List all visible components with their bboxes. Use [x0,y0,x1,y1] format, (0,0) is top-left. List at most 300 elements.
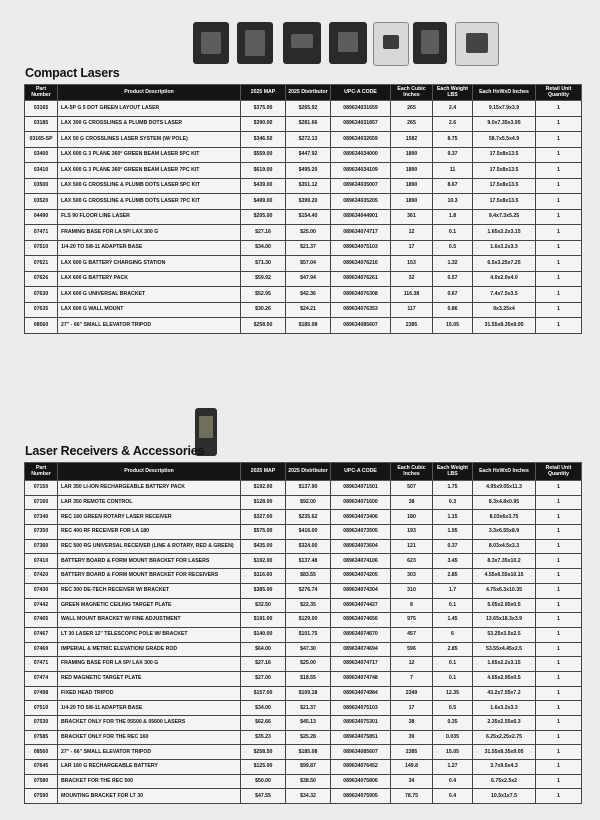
table-cell: $59.92 [241,271,286,287]
table-cell: 1 [536,760,582,775]
column-header: 2025 Distributor [286,85,331,101]
table-cell: 1 [536,225,582,241]
column-header: Part Number [25,463,58,481]
table-cell: 1 [536,730,582,745]
table-cell: 089634074427 [331,598,391,613]
table-cell: $99.87 [286,760,331,775]
table-cell: 1.65x2.2x3.15 [473,225,536,241]
table-cell: 13.65x18.3x3.9 [473,613,536,628]
table-cell: 78.75 [391,789,433,804]
table-cell: 07635 [25,302,58,318]
table-cell: 1 [536,774,582,789]
table-cell: 07530 [25,716,58,731]
table-row [25,686,582,701]
table-cell: 1 [536,686,582,701]
column-header: UPC-A CODE [331,85,391,101]
table-row [25,318,582,334]
table-cell: $265.92 [286,101,331,117]
table-cell: 03410 [25,163,58,179]
table-cell: $399.20 [286,194,331,210]
table-cell: 7.4x7.5x3.5 [473,287,536,303]
table-cell: 089634032659 [331,132,391,148]
table-cell: 58.7x5.5x4.9 [473,132,536,148]
table-cell: $499.00 [241,194,286,210]
table-cell: $47.55 [241,789,286,804]
table-cell: 1890 [391,178,433,194]
table-row [25,774,582,789]
table-cell: 3.3x6.55x8.9 [473,525,536,540]
table-cell: LAX 600 G UNIVERSAL BRACKET [58,287,241,303]
table-cell: $35.23 [241,730,286,745]
table-cell: LT 30 LASER 12" TELESCOPIC POLE W/ BRACKET [58,627,241,642]
table-cell: $83.55 [286,569,331,584]
table-cell: 121 [391,539,433,554]
table-cell: BATTERY BOARD & FORM MOUNT BRACKET FOR LASERS [58,554,241,569]
table-header-row [25,463,582,481]
table-cell: 1 [536,657,582,672]
table-row [25,302,582,318]
table-cell: 0.1 [433,671,473,686]
table-cell: 0.035 [433,730,473,745]
column-header: Each HxWxD Inches [473,85,536,101]
table-cell: 1 [536,147,582,163]
table-row [25,716,582,731]
laser-image-6 [413,22,447,64]
table-cell: 116.38 [391,287,433,303]
table-cell: 1 [536,209,582,225]
table-row [25,101,582,117]
table-cell: 1 [536,178,582,194]
table-cell: 08560 [25,745,58,760]
table-cell: LAX 600 G BATTERY CHARGING STATION [58,256,241,272]
table-cell: $346.50 [241,132,286,148]
table-row [25,132,582,148]
table-cell: FLS 90 FLOOR LINE LASER [58,209,241,225]
table-cell: 1 [536,598,582,613]
table-cell: 07410 [25,554,58,569]
table-row [25,760,582,775]
table-cell: 089634031659 [331,101,391,117]
table-cell: 975 [391,613,433,628]
table-cell: 31.55x8.35x9.05 [473,318,536,334]
table-cell: LAR 160 G RECHARGEABLE BATTERY [58,760,241,775]
table-cell: $324.00 [286,539,331,554]
table-cell: $62.66 [241,716,286,731]
table-cell: LAX 600 G 3 PLANE 360° GREEN BEAM LASER 5PC KIT [58,147,241,163]
table-cell: 1.8 [433,209,473,225]
table-cell: 31.55x8.35x9.05 [473,745,536,760]
table-cell: 04490 [25,209,58,225]
table-cell: BRACKET ONLY FOR THE REC 160 [58,730,241,745]
table-cell: $137.48 [286,554,331,569]
table-row [25,194,582,210]
table-cell: 4.65x2.95x0.5 [473,671,536,686]
table-cell: 1.32 [433,256,473,272]
table-cell: 2.4 [433,101,473,117]
column-header: 2025 Distributor [286,463,331,481]
table-row [25,163,582,179]
table-cell: $137.90 [286,481,331,496]
table-cell: 1 [536,318,582,334]
table-cell: 1 [536,116,582,132]
laser-receivers-table [24,462,582,804]
table-cell: 089634075806 [331,774,391,789]
table-cell: REC 160 GREEN ROTARY LASER RECEIVER [58,510,241,525]
laser-image-5 [373,22,409,66]
table-cell: $129.00 [286,613,331,628]
table-cell: $47.94 [286,271,331,287]
table-cell: $327.00 [241,510,286,525]
table-cell: 2.6 [433,116,473,132]
table-cell: 03520 [25,194,58,210]
table-cell: 7 [391,671,433,686]
table-cell: 0.3 [433,495,473,510]
table-cell: 089634073604 [331,539,391,554]
table-cell: 089634071600 [331,495,391,510]
table-cell: 596 [391,642,433,657]
table-cell: 8.75 [433,132,473,148]
table-cell: 12 [391,225,433,241]
table-cell: $27.16 [241,225,286,241]
table-cell: 1.27 [433,760,473,775]
table-cell: LAX 500 G CROSSLINE & PLUMB DOTS LASER 7PC KIT [58,194,241,210]
table-cell: $575.00 [241,525,286,540]
table-cell: 9x3.25x4 [473,302,536,318]
table-row [25,583,582,598]
table-row [25,539,582,554]
table-cell: 1.65x2.2x3.15 [473,657,536,672]
table-cell: 089634074717 [331,657,391,672]
table-cell: 0.4 [433,789,473,804]
table-cell: 07580 [25,774,58,789]
table-cell: 11 [433,163,473,179]
table-cell: RED MAGNETIC TARGET PLATE [58,671,241,686]
table-cell: 089634085607 [331,745,391,760]
table-cell: LA-5P G 5 DOT GREEN LAYOUT LASER [58,101,241,117]
table-cell: 089634074694 [331,642,391,657]
table-cell: BATTERY BOARD & FORM MOUNT BRACKET FOR RECEIVERS [58,569,241,584]
table-row [25,745,582,760]
table-cell: 1 [536,132,582,148]
table-cell: 4.75x6.3x10.35 [473,583,536,598]
laser-image-2 [237,22,273,64]
table-cell: 1 [536,716,582,731]
table-cell: 457 [391,627,433,642]
table-cell: 1582 [391,132,433,148]
table-cell: 3.45 [433,554,473,569]
table-cell: $21.37 [286,240,331,256]
table-cell: $154.40 [286,209,331,225]
table-cell: $92.00 [286,495,331,510]
table-cell: 1.6x3.2x3.3 [473,701,536,716]
table-cell: $34.00 [241,240,286,256]
table-cell: 1 [536,101,582,117]
table-cell: 1.15 [433,510,473,525]
table-cell: 07420 [25,569,58,584]
table-cell: $390.00 [241,116,286,132]
table-row [25,627,582,642]
table-cell: 1890 [391,163,433,179]
table-cell: 089634074106 [331,554,391,569]
table-cell: 089634074717 [331,225,391,241]
table-cell: 3.7x9.5x4.3 [473,760,536,775]
table-cell: 1 [536,554,582,569]
table-cell: LAR 350 REMOTE CONTROL [58,495,241,510]
table-cell: 1.95 [433,525,473,540]
table-cell: REC 300 DE-TECH RECEIVER W/ BRACKET [58,583,241,598]
table-cell: 07430 [25,583,58,598]
table-cell: 03165-SP [25,132,58,148]
table-cell: 1890 [391,194,433,210]
table-cell: $116.60 [241,569,286,584]
table-row [25,510,582,525]
column-header: Each Cubic Inches [391,85,433,101]
table-row [25,730,582,745]
table-cell: 089634031857 [331,116,391,132]
column-header: Part Number [25,85,58,101]
table-cell: 2385 [391,745,433,760]
table-cell: 12.35 [433,686,473,701]
table-cell: 07474 [25,671,58,686]
table-cell: $22.35 [286,598,331,613]
table-cell: 1 [536,495,582,510]
table-cell: $435.00 [241,539,286,554]
table-cell: BRACKET ONLY FOR THE 05500 & 05600 LASERS [58,716,241,731]
table-cell: 39 [391,730,433,745]
table-cell: 03165 [25,101,58,117]
table-cell: $495.20 [286,163,331,179]
table-cell: 089634035205 [331,194,391,210]
table-cell: 089634076353 [331,302,391,318]
table-cell: 0.1 [433,657,473,672]
table-cell: 10.5x1x7.5 [473,789,536,804]
table-cell: $258.50 [241,318,286,334]
table-cell: $191.00 [241,613,286,628]
table-cell: 17.5x8x13.5 [473,147,536,163]
table-cell: 117 [391,302,433,318]
table-cell: 15.05 [433,745,473,760]
table-cell: 17.5x8x13.5 [473,194,536,210]
table-cell: 5.05x2.95x0.5 [473,598,536,613]
table-cell: $185.08 [286,745,331,760]
table-cell: FRAMING BASE FOR LA 5P/ LAX 300 G [58,657,241,672]
table-cell: 03500 [25,178,58,194]
column-header: Product Description [58,85,241,101]
table-cell: 1 [536,613,582,628]
table-cell: 8 [391,598,433,613]
compact-lasers-table [24,84,582,334]
table-cell: $45.13 [286,716,331,731]
laser-receivers-title: Laser Receivers & Accessories [25,444,205,458]
table-cell: 07630 [25,287,58,303]
table-cell: 07469 [25,642,58,657]
table-cell: $38.50 [286,774,331,789]
table-cell: 07498 [25,686,58,701]
table-cell: 089634076308 [331,287,391,303]
table-cell: 1/4-20 TO 5/8-11 ADAPTER BASE [58,240,241,256]
table-cell: 1 [536,671,582,686]
table-cell: 6.5x3.25x7.25 [473,256,536,272]
column-header: 2025 MAP [241,463,286,481]
table-cell: LAX 600 G 3 PLANE 360° GREEN BEAM LASER 7PC KIT [58,163,241,179]
table-cell: $21.37 [286,701,331,716]
table-cell: 1 [536,163,582,179]
table-cell: 089634074656 [331,613,391,628]
table-cell: 0.5 [433,701,473,716]
table-cell: 089634074984 [331,686,391,701]
table-cell: $235.62 [286,510,331,525]
table-cell: 265 [391,101,433,117]
table-cell: 8.03x4.5x3.3 [473,539,536,554]
table-cell: 089634075905 [331,789,391,804]
table-row [25,495,582,510]
table-cell: 1 [536,745,582,760]
table-cell: 1 [536,701,582,716]
table-row [25,598,582,613]
table-row [25,225,582,241]
table-cell: 34 [391,774,433,789]
table-cell: 0.35 [433,716,473,731]
table-cell: 0.57 [433,271,473,287]
table-cell: 10.3 [433,194,473,210]
table-cell: 07340 [25,510,58,525]
table-cell: $25.00 [286,657,331,672]
table-cell: 310 [391,583,433,598]
table-cell: 089634074670 [331,627,391,642]
laser-image-7 [455,22,499,66]
column-header: Each Cubic Inches [391,463,433,481]
table-cell: $439.00 [241,178,286,194]
table-cell: 8.03x6x3.75 [473,510,536,525]
table-cell: $281.66 [286,116,331,132]
table-cell: $52.95 [241,287,286,303]
table-cell: 0.37 [433,539,473,554]
compact-lasers-title: Compact Lasers [25,66,120,80]
table-row [25,569,582,584]
table-cell: 1 [536,287,582,303]
table-cell: LAR 350 LI-ION RECHARGEABLE BATTERY PACK [58,481,241,496]
table-cell: REC 400 RF RECEIVER FOR LA 180 [58,525,241,540]
table-cell: 2.85 [433,642,473,657]
table-cell: 6 [433,627,473,642]
table-cell: 089634073406 [331,510,391,525]
table-cell: 1 [536,510,582,525]
table-cell: 2.85 [433,569,473,584]
table-cell: 17 [391,701,433,716]
table-cell: $559.00 [241,147,286,163]
column-header: Product Description [58,463,241,481]
table-row [25,701,582,716]
table-cell: 089634074748 [331,671,391,686]
table-cell: 089634076216 [331,256,391,272]
column-header: Each Weight LBS [433,85,473,101]
table-cell: $25.28 [286,730,331,745]
table-cell: $57.04 [286,256,331,272]
table-cell: 507 [391,481,433,496]
column-header: Each HxWxD Inches [473,463,536,481]
table-cell: 089634074304 [331,583,391,598]
compact-lasers-product-images [193,22,513,66]
table-cell: 089634085607 [331,318,391,334]
table-cell: 4.0x2.0x4.0 [473,271,536,287]
table-cell: BRACKET FOR THE REC 500 [58,774,241,789]
table-cell: WALL MOUNT BRACKET W/ FINE ADJUSTMENT [58,613,241,628]
table-cell: 32 [391,271,433,287]
table-cell: 07160 [25,495,58,510]
table-cell: 089634044901 [331,209,391,225]
table-cell: $34.00 [241,701,286,716]
table-cell: LAX 600 G BATTERY PACK [58,271,241,287]
table-cell: 07471 [25,657,58,672]
table-cell: 1.45 [433,613,473,628]
table-cell: 8.3x4.8x0.95 [473,495,536,510]
table-cell: 1 [536,539,582,554]
table-cell: 1.75 [433,481,473,496]
table-cell: MOUNTING BRACKET FOR LT 30 [58,789,241,804]
table-cell: $416.00 [286,525,331,540]
table-cell: $25.00 [286,225,331,241]
table-cell: $128.00 [241,495,286,510]
table-cell: 07626 [25,271,58,287]
table-cell: 149.8 [391,760,433,775]
table-cell: 153 [391,256,433,272]
table-cell: 6.75x2.5x2 [473,774,536,789]
table-cell: 089634075103 [331,240,391,256]
column-header: Retail Unit Quantity [536,85,582,101]
table-cell: 1.7 [433,583,473,598]
table-cell: 089634074205 [331,569,391,584]
table-cell: 9.4x7.3x5.25 [473,209,536,225]
table-row [25,240,582,256]
table-row [25,271,582,287]
table-cell: 0.1 [433,225,473,241]
table-cell: 8.3x7.35x10.2 [473,554,536,569]
table-cell: 07471 [25,225,58,241]
table-cell: 07585 [25,730,58,745]
table-cell: $109.18 [286,686,331,701]
table-row [25,789,582,804]
table-row [25,525,582,540]
table-cell: LAX 500 G CROSSLINE & PLUMB DOTS LASER 5PC KIT [58,178,241,194]
table-cell: 089634075851 [331,730,391,745]
table-cell: $276.74 [286,583,331,598]
table-cell: $27.16 [241,657,286,672]
table-cell: 4.55x6.55x10.15 [473,569,536,584]
table-cell: $64.00 [241,642,286,657]
table-cell: $258.50 [241,745,286,760]
column-header: Each Weight LBS [433,463,473,481]
table-cell: 17.5x8x13.5 [473,163,536,179]
table-cell: 089634075103 [331,701,391,716]
table-cell: 1890 [391,147,433,163]
table-cell: 0.86 [433,302,473,318]
table-cell: $18.55 [286,671,331,686]
table-cell: 0.4 [433,774,473,789]
table-cell: 193 [391,525,433,540]
table-row [25,671,582,686]
table-row [25,613,582,628]
table-cell: $27.00 [241,671,286,686]
table-cell: $185.08 [286,318,331,334]
table-cell: 1 [536,256,582,272]
table-cell: 089634076452 [331,760,391,775]
table-cell: 9.37 [433,147,473,163]
table-cell: 089634034109 [331,163,391,179]
table-cell: 07467 [25,627,58,642]
table-cell: $47.30 [286,642,331,657]
table-cell: $447.92 [286,147,331,163]
table-cell: 4.95x9.05x11.3 [473,481,536,496]
